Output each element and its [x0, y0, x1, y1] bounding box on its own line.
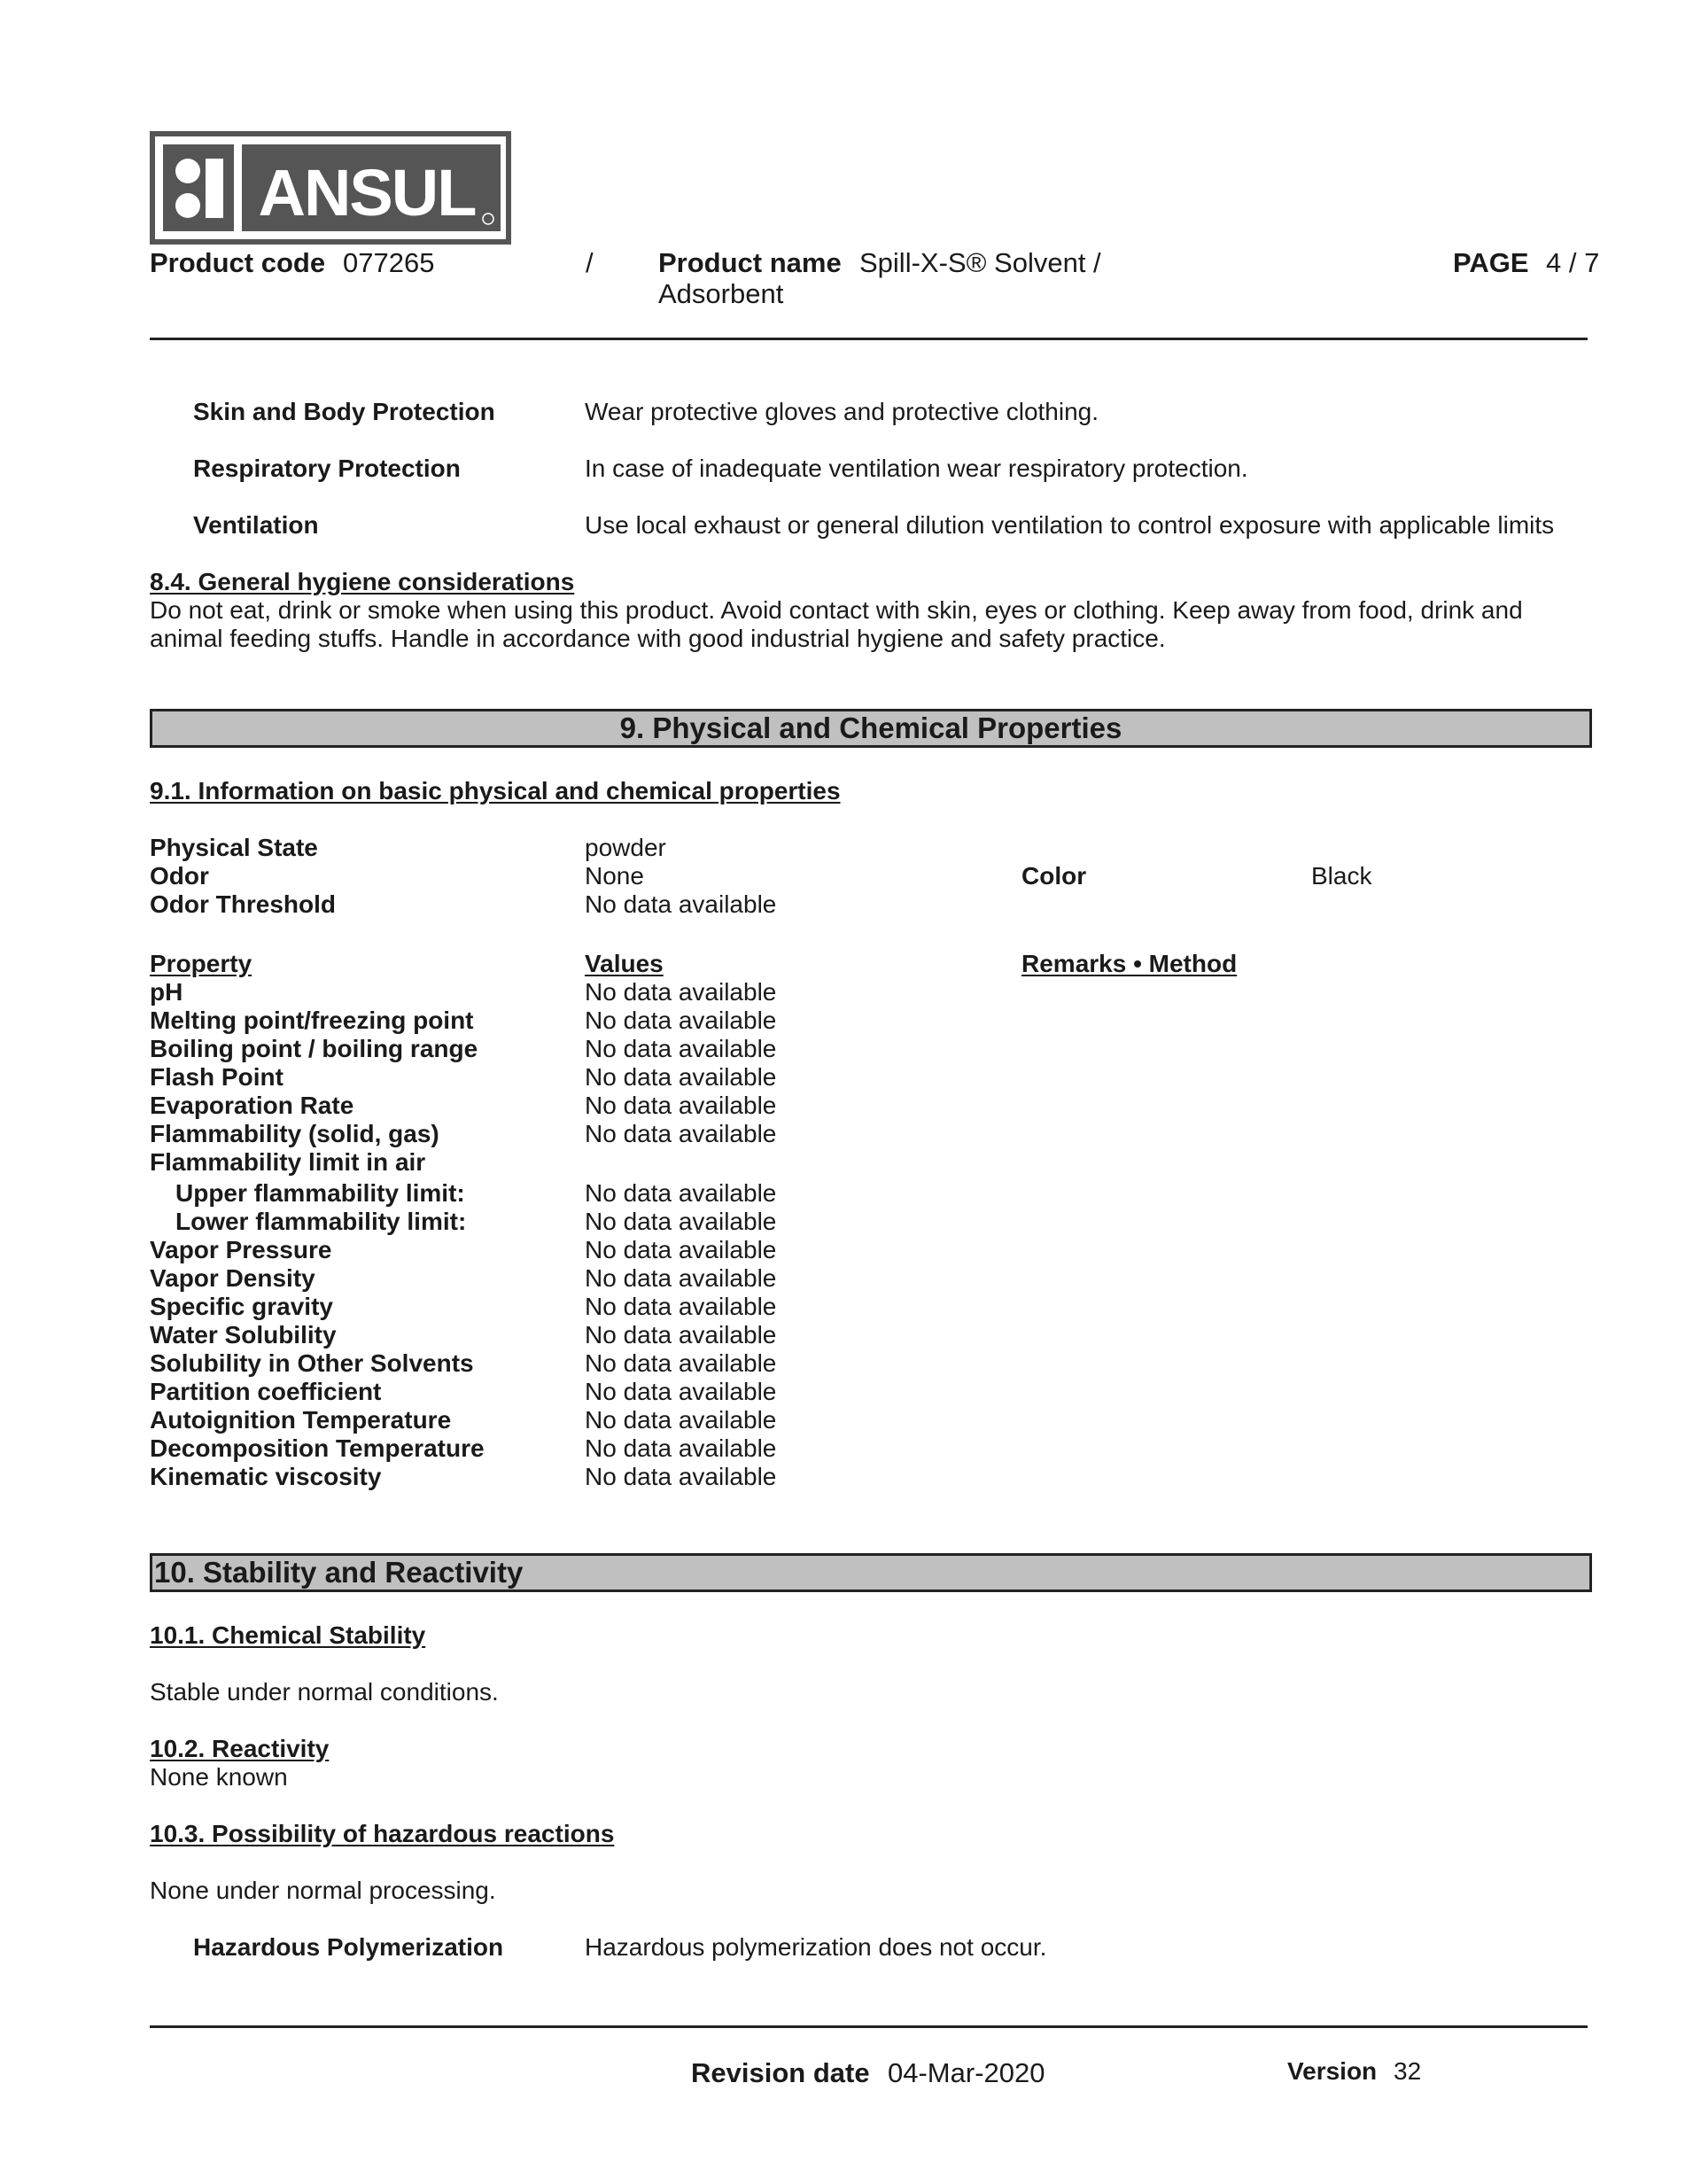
property-name: Melting point/freezing point [150, 1007, 474, 1034]
property-name: Flammability limit in air [150, 1148, 426, 1176]
reactivity-heading: 10.2. Reactivity [150, 1735, 330, 1762]
hygiene-text-line1: Do not eat, drink or smoke when using this product. Avoid contact with skin, eyes or clothing. Keep away from food, drink and [150, 596, 1523, 624]
skin-protection-value: Wear protective gloves and protective clothing. [585, 398, 1099, 425]
header-divider [150, 338, 1588, 340]
footer-divider [150, 2025, 1588, 2028]
table-row [150, 1063, 1390, 1092]
property-name: Decomposition Temperature [150, 1434, 485, 1462]
color-value: Black [1311, 862, 1372, 890]
table-row [150, 1378, 1390, 1406]
table-row [150, 1434, 1390, 1463]
property-name: Vapor Pressure [150, 1236, 332, 1263]
property-value: No data available [585, 1179, 777, 1207]
version-label: Version [1287, 2057, 1378, 2085]
ansul-logo [150, 131, 511, 245]
section-9-1-heading: 9.1. Information on basic physical and chemical properties [150, 777, 841, 804]
hazardous-reactions-heading: 10.3. Possibility of hazardous reactions [150, 1820, 615, 1847]
physical-state-label: Physical State [150, 834, 318, 861]
table-row [150, 1007, 1390, 1035]
property-name: Solubility in Other Solvents [150, 1349, 474, 1377]
property-value: No data available [585, 1378, 777, 1405]
table-row [150, 1035, 1390, 1063]
table-row [150, 1148, 1390, 1179]
property-name: Vapor Density [150, 1264, 315, 1292]
property-name: Kinematic viscosity [150, 1463, 382, 1490]
table-row [150, 1179, 1390, 1208]
table-row [150, 1236, 1390, 1264]
table-header-row [150, 950, 1390, 978]
property-value: No data available [585, 1236, 777, 1263]
property-name: Water Solubility [150, 1321, 337, 1348]
chemical-stability-text: Stable under normal conditions. [150, 1678, 499, 1706]
odor-threshold-value: No data available [585, 890, 777, 918]
property-value: No data available [585, 1120, 777, 1147]
header-separator: / [586, 247, 594, 278]
remarks-column-header: Remarks • Method [1021, 950, 1238, 977]
property-value: No data available [585, 1208, 777, 1235]
values-column-header: Values [585, 950, 664, 977]
product-name-label: Product name [658, 247, 842, 278]
hygiene-text-line2: animal feeding stuffs. Handle in accordance with good industrial hygiene and safety practice. [150, 625, 1166, 652]
table-row [150, 1406, 1390, 1434]
odor-value: None [585, 862, 644, 890]
chemical-stability-heading: 10.1. Chemical Stability [150, 1621, 426, 1649]
table-row [150, 1092, 1390, 1120]
property-name: pH [150, 978, 183, 1006]
property-value: No data available [585, 1035, 777, 1062]
property-value: No data available [585, 1092, 777, 1119]
table-row [150, 1208, 1390, 1236]
odor-threshold-label: Odor Threshold [150, 890, 336, 918]
svg-text:ANSUL: ANSUL [258, 156, 476, 229]
property-name: Evaporation Rate [150, 1092, 354, 1119]
product-code-label: Product code [150, 247, 326, 278]
property-value: No data available [585, 1406, 777, 1434]
section-9-title: 9. Physical and Chemical Properties [150, 709, 1592, 748]
table-row [150, 1293, 1390, 1321]
table-row [150, 1321, 1390, 1349]
property-name: Flammability (solid, gas) [150, 1120, 439, 1147]
ventilation-label: Ventilation [193, 511, 319, 539]
table-row [150, 1264, 1390, 1293]
page-label: PAGE [1453, 247, 1529, 278]
property-value: No data available [585, 1349, 777, 1377]
product-name-line2: Adsorbent [658, 278, 784, 309]
property-name: Boiling point / boiling range [150, 1035, 478, 1062]
section-10-title: 10. Stability and Reactivity [150, 1553, 1592, 1592]
odor-label: Odor [150, 862, 209, 890]
property-value: No data available [585, 1321, 777, 1348]
property-value: No data available [585, 978, 777, 1006]
property-value: No data available [585, 1293, 777, 1320]
property-value: No data available [585, 1007, 777, 1034]
version-value: 32 [1394, 2057, 1422, 2085]
property-column-header: Property [150, 950, 252, 977]
property-value: No data available [585, 1063, 777, 1091]
property-name: Upper flammability limit: [175, 1179, 465, 1207]
property-name: Lower flammability limit: [175, 1208, 467, 1235]
revision-date-value: 04-Mar-2020 [888, 2057, 1045, 2088]
property-name: Flash Point [150, 1063, 284, 1091]
revision-date-label: Revision date [691, 2057, 870, 2088]
table-row [150, 1120, 1390, 1148]
properties-table [150, 950, 1390, 1491]
hazardous-reactions-text: None under normal processing. [150, 1877, 496, 1904]
physical-state-value: powder [585, 834, 666, 861]
page-value: 4 / 7 [1546, 247, 1600, 278]
color-label: Color [1021, 862, 1087, 890]
product-name-line1: Spill-X-S® Solvent / [859, 247, 1101, 278]
ventilation-value: Use local exhaust or general dilution ventilation to control exposure with applicable limits [585, 511, 1555, 539]
property-value: No data available [585, 1463, 777, 1490]
property-name: Partition coefficient [150, 1378, 382, 1405]
table-row [150, 978, 1390, 1007]
property-value: No data available [585, 1264, 777, 1292]
respiratory-protection-value: In case of inadequate ventilation wear respiratory protection. [585, 455, 1248, 482]
respiratory-protection-label: Respiratory Protection [193, 455, 461, 482]
skin-protection-label: Skin and Body Protection [193, 398, 495, 425]
hazardous-polymerization-label: Hazardous Polymerization [193, 1933, 504, 1961]
reactivity-text: None known [150, 1763, 288, 1791]
product-code-value: 077265 [343, 247, 435, 278]
table-row [150, 1463, 1390, 1491]
property-name: Specific gravity [150, 1293, 333, 1320]
property-name: Autoignition Temperature [150, 1406, 452, 1434]
property-value: No data available [585, 1434, 777, 1462]
hazardous-polymerization-value: Hazardous polymerization does not occur. [585, 1933, 1047, 1961]
table-row [150, 1349, 1390, 1378]
hygiene-heading: 8.4. General hygiene considerations [150, 568, 575, 595]
